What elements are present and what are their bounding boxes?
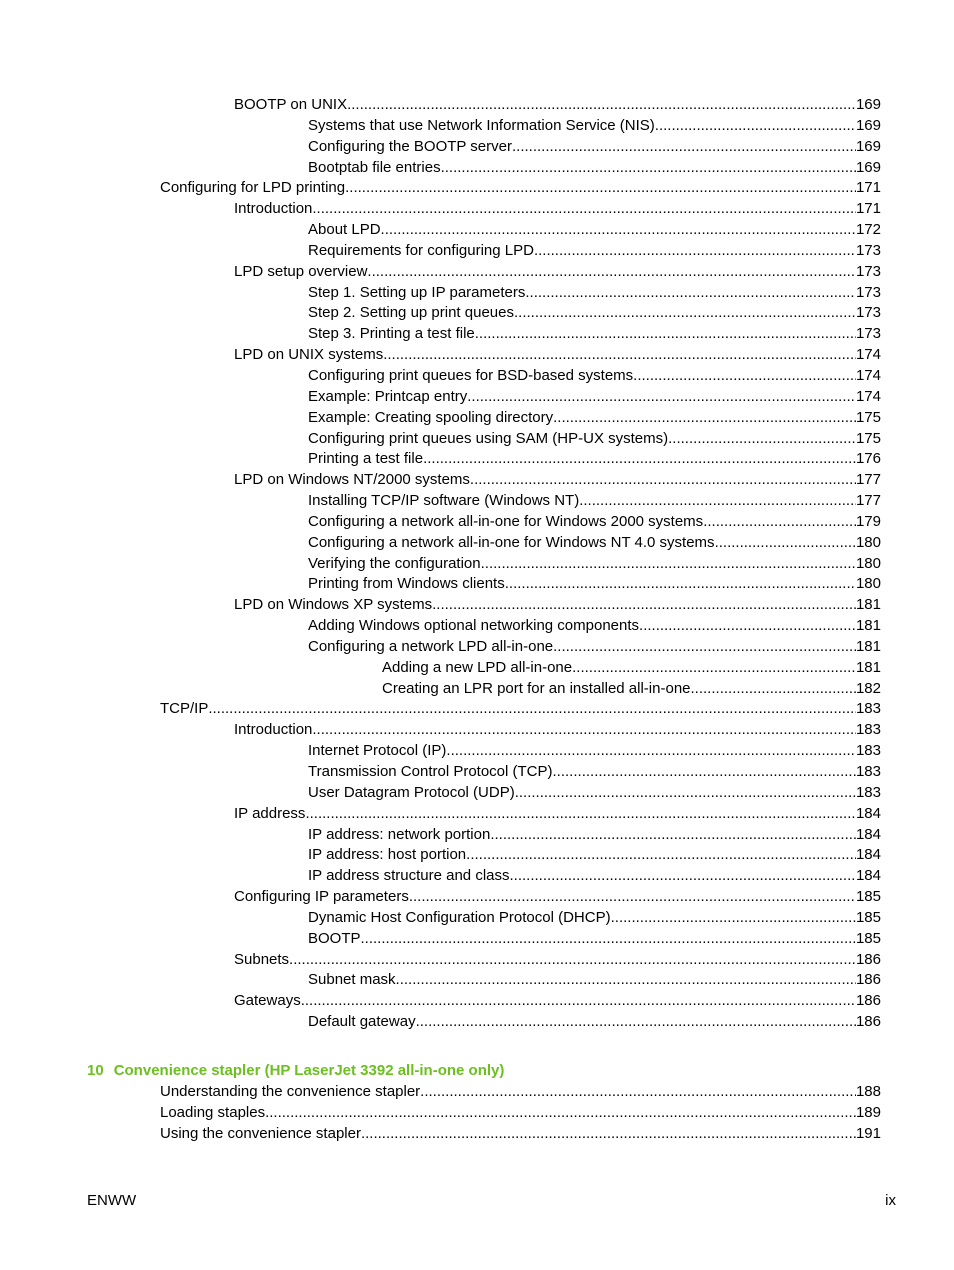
toc-entry[interactable] [0, 1103, 954, 1124]
footer-left-label: ENWW [87, 1192, 137, 1209]
chapter-toc-list [0, 1082, 954, 1145]
toc-entry-page: 175 [856, 429, 881, 450]
toc-entry-page: 180 [856, 533, 881, 554]
dot-leader [715, 533, 856, 554]
dot-leader [534, 241, 856, 262]
dot-leader [416, 1012, 856, 1033]
dot-leader [572, 658, 856, 679]
toc-entry-title: Internet Protocol (IP) [308, 741, 446, 762]
toc-entry-title: Loading staples [160, 1103, 265, 1124]
toc-entry[interactable] [0, 387, 954, 408]
dot-leader [409, 887, 856, 908]
toc-entry[interactable] [0, 491, 954, 512]
toc-entry-page: 173 [856, 324, 881, 345]
toc-entry-title: Printing a test file [308, 449, 423, 470]
dot-leader [553, 637, 856, 658]
toc-entry[interactable] [0, 825, 954, 846]
toc-entry[interactable] [0, 262, 954, 283]
toc-entry[interactable] [0, 1124, 954, 1145]
toc-entry-page: 171 [856, 178, 881, 199]
toc-entry-title: BOOTP on UNIX [234, 95, 347, 116]
toc-entry[interactable] [0, 887, 954, 908]
toc-entry[interactable] [0, 303, 954, 324]
toc-entry-page: 184 [856, 845, 881, 866]
toc-entry[interactable] [0, 679, 954, 700]
toc-entry-title: Example: Creating spooling directory [308, 408, 553, 429]
toc-entry-page: 182 [856, 679, 881, 700]
toc-entry-title: User Datagram Protocol (UDP) [308, 783, 515, 804]
dot-leader [514, 303, 856, 324]
dot-leader [361, 929, 856, 950]
dot-leader [381, 220, 856, 241]
toc-entry[interactable] [0, 929, 954, 950]
toc-entry-page: 172 [856, 220, 881, 241]
toc-entry-page: 173 [856, 241, 881, 262]
toc-entry-page: 186 [856, 1012, 881, 1033]
dot-leader [655, 116, 856, 137]
toc-entry[interactable] [0, 429, 954, 450]
dot-leader [441, 158, 856, 179]
dot-leader [512, 137, 856, 158]
toc-entry[interactable] [0, 991, 954, 1012]
toc-entry[interactable] [0, 220, 954, 241]
dot-leader [515, 783, 856, 804]
dot-leader [466, 845, 856, 866]
toc-entry-title: Subnet mask [308, 970, 396, 991]
toc-entry[interactable] [0, 137, 954, 158]
dot-leader [611, 908, 856, 929]
toc-entry-page: 184 [856, 825, 881, 846]
toc-entry-title: Transmission Control Protocol (TCP) [308, 762, 553, 783]
chapter-title: Convenience stapler (HP LaserJet 3392 all-in-one only) [113, 1062, 505, 1079]
dot-leader [505, 574, 856, 595]
toc-entry-title: Gateways [234, 991, 301, 1012]
dot-leader [633, 366, 856, 387]
toc-entry[interactable] [0, 845, 954, 866]
toc-entry-page: 185 [856, 887, 881, 908]
toc-entry-page: 181 [856, 595, 881, 616]
dot-leader [420, 1082, 856, 1103]
toc-entry[interactable] [0, 574, 954, 595]
dot-leader [470, 470, 856, 491]
toc-entry-page: 183 [856, 741, 881, 762]
toc-entry[interactable] [0, 1082, 954, 1103]
toc-entry-page: 185 [856, 908, 881, 929]
dot-leader [396, 970, 856, 991]
dot-leader [301, 991, 856, 1012]
dot-leader [579, 491, 856, 512]
toc-entry-page: 171 [856, 199, 881, 220]
toc-entry-title: Printing from Windows clients [308, 574, 505, 595]
toc-entry-title: Configuring a network all-in-one for Windows 2000 systems [308, 512, 703, 533]
toc-entry-title: Example: Printcap entry [308, 387, 467, 408]
toc-entry[interactable] [0, 699, 954, 720]
toc-entry[interactable] [0, 950, 954, 971]
toc-entry-page: 185 [856, 929, 881, 950]
dot-leader [475, 324, 856, 345]
toc-entry-title: LPD on Windows NT/2000 systems [234, 470, 470, 491]
dot-leader [490, 825, 856, 846]
toc-entry-title: IP address [234, 804, 305, 825]
toc-entry-title: Installing TCP/IP software (Windows NT) [308, 491, 579, 512]
dot-leader [639, 616, 856, 637]
toc-entry-title: IP address structure and class [308, 866, 510, 887]
toc-entry[interactable] [0, 804, 954, 825]
toc-entry-page: 169 [856, 116, 881, 137]
toc-entry[interactable] [0, 908, 954, 929]
toc-entry[interactable] [0, 637, 954, 658]
toc-entry-title: Subnets [234, 950, 289, 971]
dot-leader [423, 449, 856, 470]
toc-entry-title: Configuring for LPD printing [160, 178, 345, 199]
toc-entry-title: Default gateway [308, 1012, 416, 1033]
toc-entry-title: Configuring print queues using SAM (HP-UX systems) [308, 429, 668, 450]
dot-leader [208, 699, 856, 720]
toc-entry-title: Dynamic Host Configuration Protocol (DHCP) [308, 908, 611, 929]
toc-entry-page: 191 [856, 1124, 881, 1145]
toc-entry-page: 177 [856, 491, 881, 512]
dot-leader [553, 408, 856, 429]
dot-leader [367, 262, 856, 283]
dot-leader [525, 283, 856, 304]
toc-entry-page: 183 [856, 762, 881, 783]
toc-entry[interactable] [0, 408, 954, 429]
dot-leader [383, 345, 856, 366]
toc-entry[interactable] [0, 970, 954, 991]
toc-entry-title: Understanding the convenience stapler [160, 1082, 420, 1103]
toc-list [0, 95, 954, 1033]
dot-leader [510, 866, 856, 887]
toc-entry-page: 173 [856, 283, 881, 304]
chapter-heading[interactable] [87, 1061, 504, 1081]
toc-entry-page: 176 [856, 449, 881, 470]
toc-entry-title: Configuring a network all-in-one for Windows NT 4.0 systems [308, 533, 715, 554]
toc-entry-page: 169 [856, 158, 881, 179]
toc-entry-title: Step 1. Setting up IP parameters [308, 283, 525, 304]
toc-entry-page: 174 [856, 345, 881, 366]
toc-entry[interactable] [0, 616, 954, 637]
toc-entry-page: 183 [856, 783, 881, 804]
toc-entry-page: 188 [856, 1082, 881, 1103]
dot-leader [668, 429, 856, 450]
dot-leader [345, 178, 856, 199]
toc-entry-page: 184 [856, 804, 881, 825]
toc-entry[interactable] [0, 95, 954, 116]
toc-entry-title: About LPD [308, 220, 381, 241]
toc-entry-title: Introduction [234, 720, 312, 741]
toc-entry-title: Creating an LPR port for an installed all-in-one [382, 679, 691, 700]
toc-entry[interactable] [0, 449, 954, 470]
dot-leader [691, 679, 856, 700]
dot-leader [553, 762, 856, 783]
toc-entry[interactable] [0, 512, 954, 533]
toc-entry-page: 174 [856, 366, 881, 387]
toc-entry[interactable] [0, 116, 954, 137]
toc-entry-page: 186 [856, 950, 881, 971]
toc-entry[interactable] [0, 324, 954, 345]
dot-leader [703, 512, 856, 533]
toc-entry-page: 181 [856, 637, 881, 658]
dot-leader [446, 741, 856, 762]
dot-leader [467, 387, 856, 408]
toc-entry[interactable] [0, 783, 954, 804]
toc-entry-title: IP address: network portion [308, 825, 490, 846]
toc-entry-title: Configuring a network LPD all-in-one [308, 637, 553, 658]
toc-entry[interactable] [0, 741, 954, 762]
dot-leader [361, 1124, 856, 1145]
toc-entry-title: Configuring print queues for BSD-based systems [308, 366, 633, 387]
toc-entry-page: 186 [856, 970, 881, 991]
dot-leader [312, 720, 856, 741]
toc-entry[interactable] [0, 658, 954, 679]
toc-entry-title: LPD setup overview [234, 262, 367, 283]
toc-entry-page: 186 [856, 991, 881, 1012]
toc-entry-title: Bootptab file entries [308, 158, 441, 179]
toc-entry-page: 181 [856, 616, 881, 637]
toc-entry-page: 173 [856, 303, 881, 324]
toc-entry[interactable] [0, 720, 954, 741]
toc-entry-title: Requirements for configuring LPD [308, 241, 534, 262]
toc-entry[interactable] [0, 1012, 954, 1033]
toc-entry-title: Using the convenience stapler [160, 1124, 361, 1145]
toc-entry-page: 174 [856, 387, 881, 408]
toc-entry-title: Verifying the configuration [308, 554, 481, 575]
toc-entry-page: 169 [856, 137, 881, 158]
dot-leader [347, 95, 856, 116]
toc-entry-page: 175 [856, 408, 881, 429]
toc-entry-title: TCP/IP [160, 699, 208, 720]
toc-entry[interactable] [0, 178, 954, 199]
toc-entry-title: LPD on UNIX systems [234, 345, 383, 366]
toc-entry-page: 189 [856, 1103, 881, 1124]
toc-entry[interactable] [0, 866, 954, 887]
toc-entry-title: Step 3. Printing a test file [308, 324, 475, 345]
dot-leader [305, 804, 856, 825]
toc-entry[interactable] [0, 345, 954, 366]
toc-entry-title: Systems that use Network Information Service (NIS) [308, 116, 655, 137]
toc-entry-title: Configuring the BOOTP server [308, 137, 512, 158]
toc-entry-title: Configuring IP parameters [234, 887, 409, 908]
toc-entry[interactable] [0, 762, 954, 783]
toc-entry-title: LPD on Windows XP systems [234, 595, 432, 616]
toc-entry[interactable] [0, 533, 954, 554]
toc-entry[interactable] [0, 595, 954, 616]
toc-entry-page: 183 [856, 699, 881, 720]
toc-entry-page: 184 [856, 866, 881, 887]
toc-entry-title: Adding Windows optional networking components [308, 616, 639, 637]
chapter-number: 10 [87, 1062, 104, 1079]
toc-entry[interactable] [0, 554, 954, 575]
toc-entry[interactable] [0, 470, 954, 491]
toc-entry[interactable] [0, 366, 954, 387]
toc-entry-page: 180 [856, 554, 881, 575]
toc-entry-page: 183 [856, 720, 881, 741]
toc-entry-title: Introduction [234, 199, 312, 220]
toc-entry-page: 179 [856, 512, 881, 533]
dot-leader [481, 554, 856, 575]
toc-entry-title: Adding a new LPD all-in-one [382, 658, 572, 679]
toc-entry[interactable] [0, 199, 954, 220]
toc-entry-page: 180 [856, 574, 881, 595]
toc-entry[interactable] [0, 241, 954, 262]
toc-entry-title: BOOTP [308, 929, 361, 950]
dot-leader [265, 1103, 856, 1124]
dot-leader [312, 199, 856, 220]
toc-entry[interactable] [0, 158, 954, 179]
toc-entry[interactable] [0, 283, 954, 304]
page-number: ix [885, 1192, 896, 1209]
toc-entry-title: IP address: host portion [308, 845, 466, 866]
toc-entry-page: 181 [856, 658, 881, 679]
toc-entry-page: 177 [856, 470, 881, 491]
dot-leader [432, 595, 856, 616]
dot-leader [289, 950, 856, 971]
toc-entry-page: 169 [856, 95, 881, 116]
toc-entry-page: 173 [856, 262, 881, 283]
toc-entry-title: Step 2. Setting up print queues [308, 303, 514, 324]
